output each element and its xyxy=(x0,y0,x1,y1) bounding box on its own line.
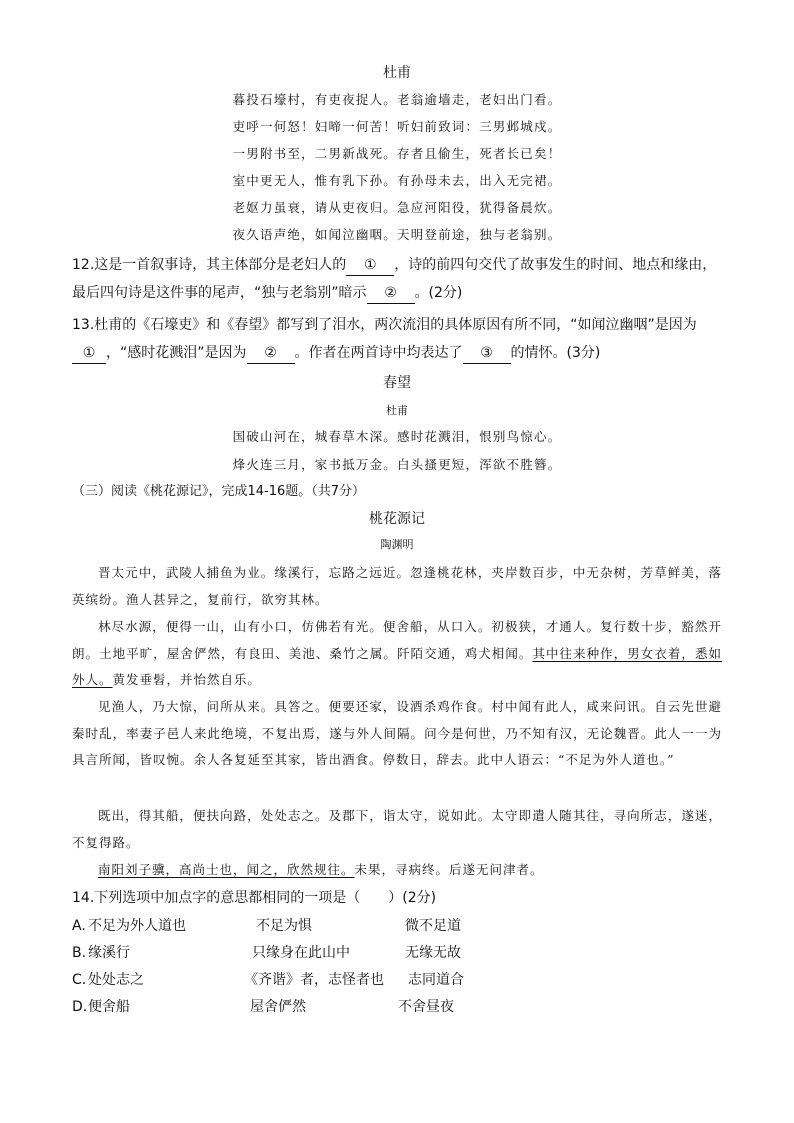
q12-text: 。(2分) xyxy=(414,285,463,301)
option-label: D. xyxy=(72,999,88,1015)
poem1-line: 老妪力虽衰，请从吏夜归。急应河阳役，犹得备晨炊。 xyxy=(232,200,562,215)
poem2-author: 杜甫 xyxy=(386,404,408,417)
q12-text: 12.这是一首叙事诗，其主体部分是老妇人的 xyxy=(72,257,347,273)
option-phrase: 不足为外人道也 xyxy=(88,918,186,934)
question-13 xyxy=(72,311,724,367)
option-phrase: 不足为惧 xyxy=(256,918,312,934)
q12-text: ，诗的前四句交代了故事发生的时间、地点和缘由， xyxy=(394,257,717,273)
poem2-line: 国破山河在，城春草木深。感时花溅泪，恨别鸟惊心。 xyxy=(232,429,562,444)
option-phrase: 屋舍俨然 xyxy=(250,999,306,1015)
essay-text: 未果，寻病终。后遂无问津者。 xyxy=(354,862,544,877)
poem1-line: 暮投石壕村，有吏夜捉人。老翁逾墙走，老妇出门看。 xyxy=(232,92,562,107)
question-12-line1 xyxy=(72,251,724,279)
essay-text: 林尽水源，便得一山，山有小口，仿佛若有光。便舍船，从口入。初极狭，才通人。复行数十步，豁然开朗。土地平旷，屋舍俨然，有良田、美池、桑竹之属。阡陌交通，鸡犬相闻。 xyxy=(72,619,722,661)
essay-author: 陶渊明 xyxy=(380,538,414,551)
q12-text: 最后四句诗是这件事的尾声，“独与老翁别”暗示 xyxy=(72,285,367,301)
section3-heading: （三）阅读《桃花源记》，完成14-16题。（共7分） xyxy=(72,484,366,499)
option-phrase: 《齐谐》者，志怪者也 xyxy=(244,972,384,988)
option-phrase: 不舍昼夜 xyxy=(398,999,454,1015)
q13-text: 。作者在两首诗中均表达了 xyxy=(294,345,463,361)
option-label: B. xyxy=(72,945,87,961)
poem1-line: 室中更无人，惟有乳下孙。有孙母未去，出入无完裙。 xyxy=(232,173,562,188)
q13-text: ，“感时花溅泪”是因为 xyxy=(106,345,247,361)
option-phrase: 志同道合 xyxy=(408,972,464,988)
answer-blank[interactable]: ① xyxy=(346,255,394,276)
question-13-line2 xyxy=(72,339,724,367)
answer-blank[interactable]: ① xyxy=(72,343,106,364)
essay-paragraph-3: 见渔人，乃大惊，问所从来。具答之。便要还家，设酒杀鸡作食。村中闻有此人，咸来问讯。自云先世避秦时乱，率妻子邑人来此绝境，不复出焉，遂与外人间隔。问今是何世，乃不知有汉，无论魏晋。此人一一为具言所闻，皆叹惋。余人各复延至其家，皆出酒食。停数日，辞去。此中人语云：“不足为外人道也。” xyxy=(72,699,722,767)
essay-paragraph-5 xyxy=(72,857,722,884)
q13-text: 13.杜甫的《石壕吏》和《春望》都写到了泪水，两次流泪的具体原因有所不同，“如闻泣幽咽”是因为 xyxy=(72,317,697,333)
answer-blank[interactable]: ② xyxy=(367,283,415,304)
answer-blank[interactable]: ② xyxy=(247,343,295,364)
poem1-line: 吏呼一何怒！妇啼一何苦！听妇前致词：三男邺城戍。 xyxy=(232,119,562,134)
poem1-line: 夜久语声绝，如闻泣幽咽。天明登前途，独与老翁别。 xyxy=(232,227,562,242)
question-12 xyxy=(72,251,724,307)
option-phrase: 处处志之 xyxy=(88,972,144,988)
underlined-sentence: 其中往来种作，男女衣着，悉如外人。 xyxy=(72,645,722,687)
option-phrase: 便舍船 xyxy=(88,999,130,1015)
option-label: C. xyxy=(72,972,87,988)
answer-blank[interactable]: ③ xyxy=(463,343,511,364)
poem2-title: 春望 xyxy=(383,375,411,391)
essay-title: 桃花源记 xyxy=(369,511,425,527)
option-phrase: 无缘无故 xyxy=(405,945,461,961)
essay-paragraph-1: 晋太元中，武陵人捕鱼为业。缘溪行，忘路之远近。忽逢桃花林，夹岸数百步，中无杂树，芳草鲜美，落英缤纷。渔人甚异之，复前行，欲穷其林。 xyxy=(72,565,722,607)
poem2-line: 烽火连三月，家书抵万金。白头搔更短，浑欲不胜簪。 xyxy=(232,457,562,472)
essay-paragraph-4: 既出，得其船，便扶向路，处处志之。及郡下，诣太守，说如此。太守即遣人随其往，寻向所志，遂迷，不复得路。 xyxy=(72,808,722,850)
question-14-stem: 14.下列选项中加点字的意思都相同的一项是（ ）(2分) xyxy=(72,890,437,906)
option-phrase: 只缘身在此山中 xyxy=(252,945,350,961)
q13-text: 的情怀。(3分) xyxy=(510,345,601,361)
question-12-line2 xyxy=(72,279,724,307)
poem1-author: 杜甫 xyxy=(383,65,411,81)
option-phrase: 微不足道 xyxy=(405,918,461,934)
poem1-line: 一男附书至，二男新战死。存者且偷生，死者长已矣！ xyxy=(232,146,562,161)
option-label: A. xyxy=(72,918,86,934)
underlined-sentence: 南阳刘子骥，高尚士也，闻之，欣然规往。 xyxy=(98,862,355,877)
essay-paragraph-2 xyxy=(72,614,722,694)
essay-text: 黄发垂髫，并怡然自乐。 xyxy=(112,672,262,687)
option-phrase: 缘溪行 xyxy=(88,945,130,961)
